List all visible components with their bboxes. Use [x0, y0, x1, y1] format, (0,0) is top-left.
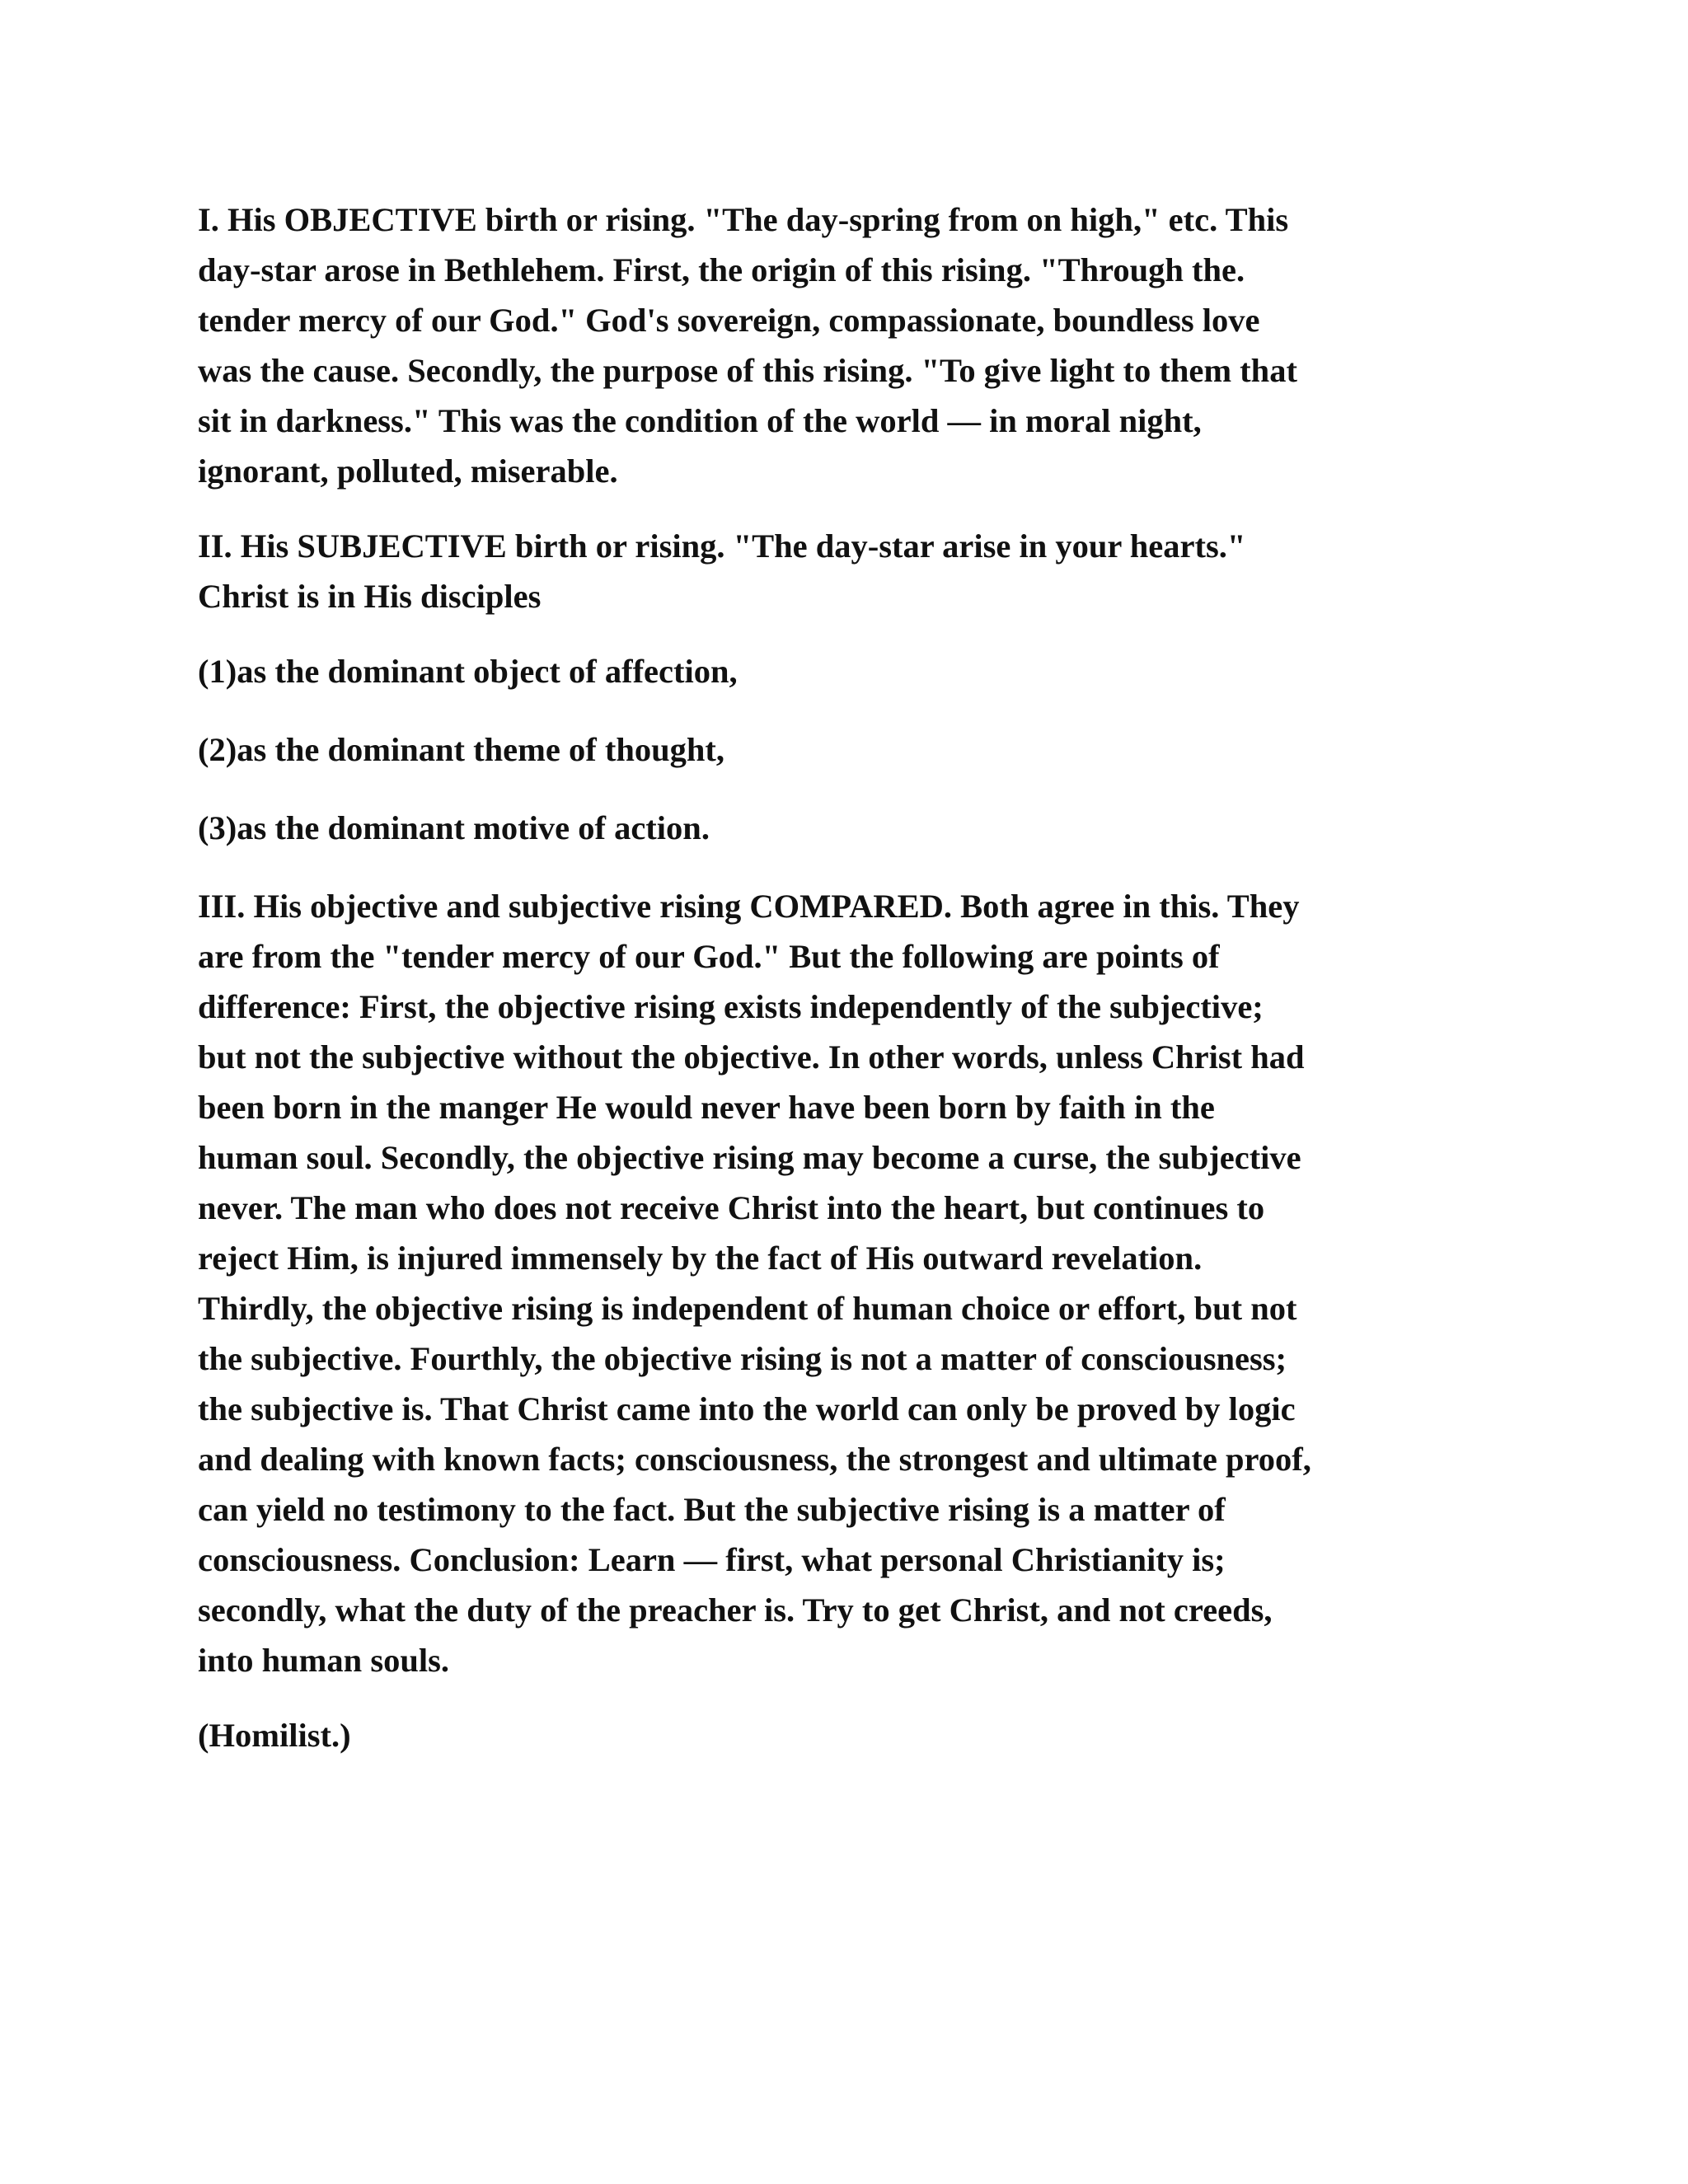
- text-line: ignorant, polluted, miserable.: [198, 452, 618, 490]
- text-line: into human souls.: [198, 1642, 449, 1679]
- text-line: never. The man who does not receive Christ into the heart, but continues to: [198, 1189, 1265, 1226]
- text-line: secondly, what the duty of the preacher is. Try to get Christ, and not creeds,: [198, 1591, 1273, 1629]
- text-line: been born in the manger He would never have been born by faith in the: [198, 1089, 1215, 1126]
- source-attribution: [198, 1710, 1500, 1760]
- paragraph-objective-rising: [198, 194, 1500, 496]
- list-item-text: (1)as the dominant object of affection,: [198, 653, 738, 690]
- text-line: can yield no testimony to the fact. But the subjective rising is a matter of: [198, 1491, 1226, 1528]
- text-line: was the cause. Secondly, the purpose of this rising. "To give light to them that: [198, 352, 1297, 389]
- list-item-action: [198, 803, 1500, 853]
- text-line: III. His objective and subjective rising COMPARED. Both agree in this. They: [198, 888, 1300, 925]
- list-item-text: (2)as the dominant theme of thought,: [198, 731, 725, 768]
- text-line: sit in darkness." This was the condition of the world — in moral night,: [198, 402, 1202, 439]
- document-page: [198, 194, 1500, 1785]
- text-line: consciousness. Conclusion: Learn — first, what personal Christianity is;: [198, 1541, 1226, 1578]
- text-line: the subjective. Fourthly, the objective rising is not a matter of consciousness;: [198, 1340, 1287, 1377]
- list-item-affection: [198, 646, 1500, 696]
- text-line: Thirdly, the objective rising is independent of human choice or effort, but not: [198, 1290, 1297, 1327]
- text-line: tender mercy of our God." God's sovereign, compassionate, boundless love: [198, 302, 1260, 339]
- text-line: are from the "tender mercy of our God." But the following are points of: [198, 938, 1220, 975]
- text-line: II. His SUBJECTIVE birth or rising. "The day-star arise in your hearts.": [198, 527, 1246, 565]
- text-line: and dealing with known facts; consciousness, the strongest and ultimate proof,: [198, 1441, 1311, 1478]
- list-item-text: (3)as the dominant motive of action.: [198, 809, 710, 846]
- text-line: I. His OBJECTIVE birth or rising. "The day-spring from on high," etc. This: [198, 201, 1289, 238]
- paragraph-compared: [198, 881, 1500, 1685]
- list-item-thought: [198, 724, 1500, 775]
- text-line: human soul. Secondly, the objective rising may become a curse, the subjective: [198, 1139, 1301, 1176]
- text-line: day-star arose in Bethlehem. First, the origin of this rising. "Through the.: [198, 251, 1245, 288]
- text-line: Christ is in His disciples: [198, 578, 542, 615]
- text-line: but not the subjective without the objective. In other words, unless Christ had: [198, 1038, 1305, 1076]
- text-line: reject Him, is injured immensely by the fact of His outward revelation.: [198, 1240, 1203, 1277]
- source-text: (Homilist.): [198, 1717, 351, 1754]
- text-line: difference: First, the objective rising exists independently of the subjective;: [198, 988, 1264, 1025]
- paragraph-subjective-rising: [198, 521, 1500, 621]
- text-line: the subjective is. That Christ came into the world can only be proved by logic: [198, 1390, 1296, 1427]
